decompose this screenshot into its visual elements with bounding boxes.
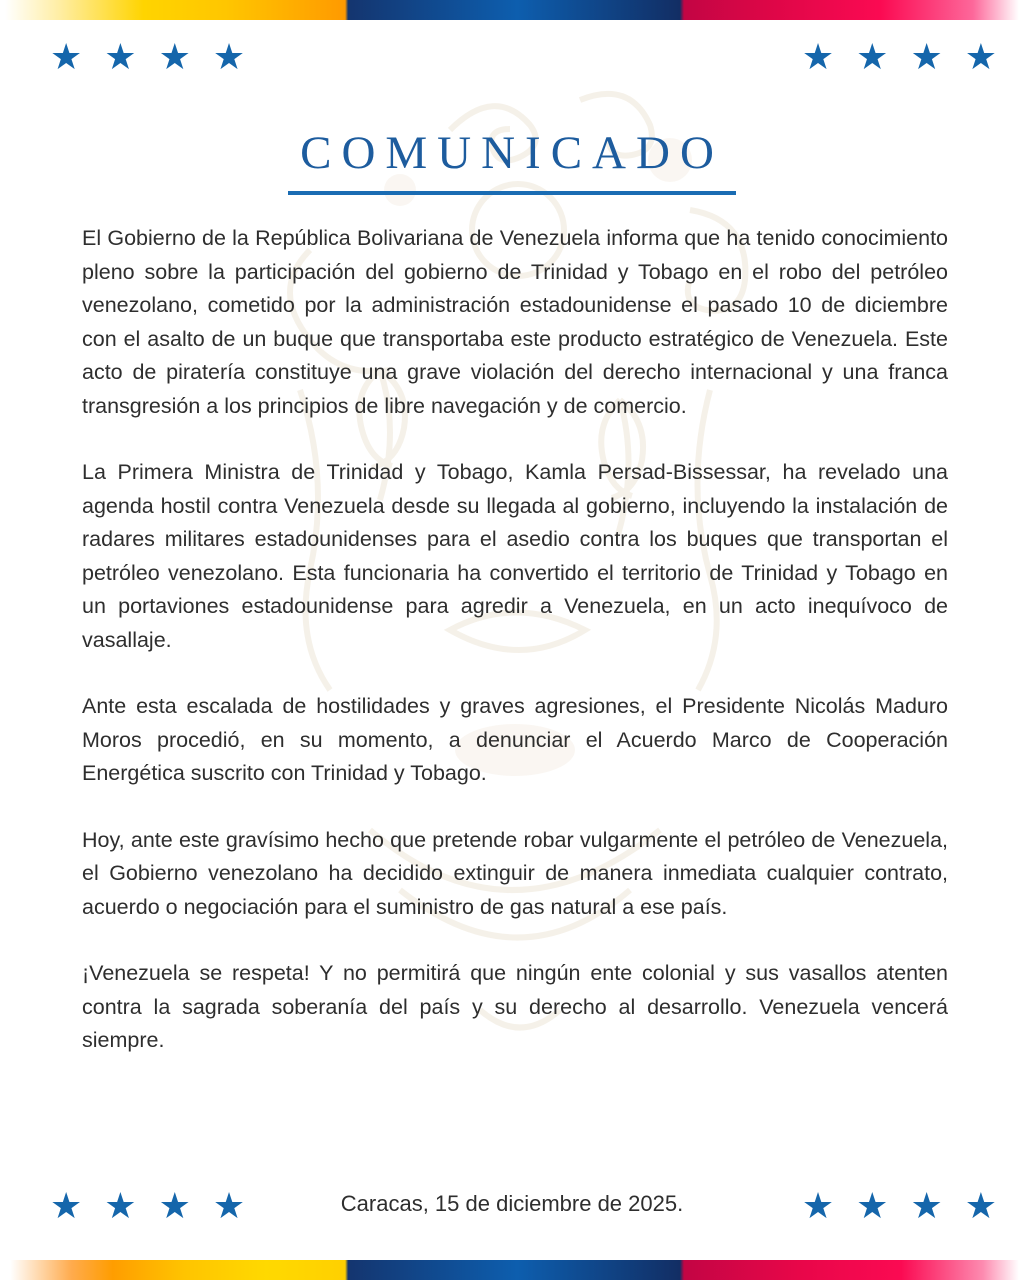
star-icon: ★ [964,37,997,78]
star-icon: ★ [856,37,889,78]
star-decoration-top-right [801,37,997,78]
star-decoration-top-left [50,37,246,78]
star-icon: ★ [104,37,137,78]
title-block [0,126,1024,195]
star-icon: ★ [910,1186,943,1227]
star-icon: ★ [104,1186,137,1227]
star-icon: ★ [212,37,246,78]
star-icon: ★ [212,1186,246,1227]
star-icon: ★ [158,37,191,78]
communique-body [82,222,948,1058]
star-icon: ★ [801,1186,835,1227]
flag-stripe-top [0,0,1024,20]
title-underline [288,191,736,195]
paragraph-2: La Primera Ministra de Trinidad y Tobago, Kamla Persad-Bissessar, ha revelado una agenda hostil contra Venezuela desde su llegada al gobierno, incluyendo la instalación de radares militares estadounidenses para el asedio contra los buques que transportan el petróleo venezolano. Esta funcionaria ha convertido el territorio de Trinidad y Tobago en un portaviones estadounidense para agredir a Venezuela, en un acto inequívoco de vasallaje. [82,460,948,652]
flag-stripe-bottom [0,1260,1024,1280]
star-icon: ★ [910,37,943,78]
star-icon: ★ [964,1186,997,1227]
paragraph-1: El Gobierno de la República Bolivariana de Venezuela informa que ha tenido conocimiento pleno sobre la participación del gobierno de Trinidad y Tobago en el robo del petróleo venezolano, cometido por la administración estadounidense el pasado 10 de diciembre con el asalto de un buque que transportaba este producto estratégico de Venezuela. Este acto de piratería constituye una grave violación del derecho internacional y una franca transgresión a los principios de libre navegación y de comercio. [82,226,948,418]
star-icon: ★ [50,1186,83,1227]
paragraph-4: Hoy, ante este gravísimo hecho que pretende robar vulgarmente el petróleo de Venezuela, el Gobierno venezolano ha decidido extinguir de manera inmediata cualquier contrato, acuerdo o negociación para el suministro de gas natural a ese país. [82,827,948,919]
paragraph-3: Ante esta escalada de hostilidades y graves agresiones, el Presidente Nicolás Maduro Moros procedió, en su momento, a denunciar el Acuerdo Marco de Cooperación Energética suscrito con Trinidad y Tobago. [82,694,948,785]
star-icon: ★ [50,37,83,78]
star-icon: ★ [856,1186,889,1227]
star-decoration-bottom-right [801,1186,997,1227]
page-title: COMUNICADO [300,127,724,179]
star-icon: ★ [158,1186,191,1227]
paragraph-5: ¡Venezuela se respeta! Y no permitirá que ningún ente colonial y sus vasallos atenten contra la sagrada soberanía del país y su derecho al desarrollo. Venezuela vencerá siempre. [82,961,948,1052]
star-decoration-bottom-left [50,1186,246,1227]
dateline: Caracas, 15 de diciembre de 2025. [340,1191,684,1216]
star-icon: ★ [801,37,835,78]
